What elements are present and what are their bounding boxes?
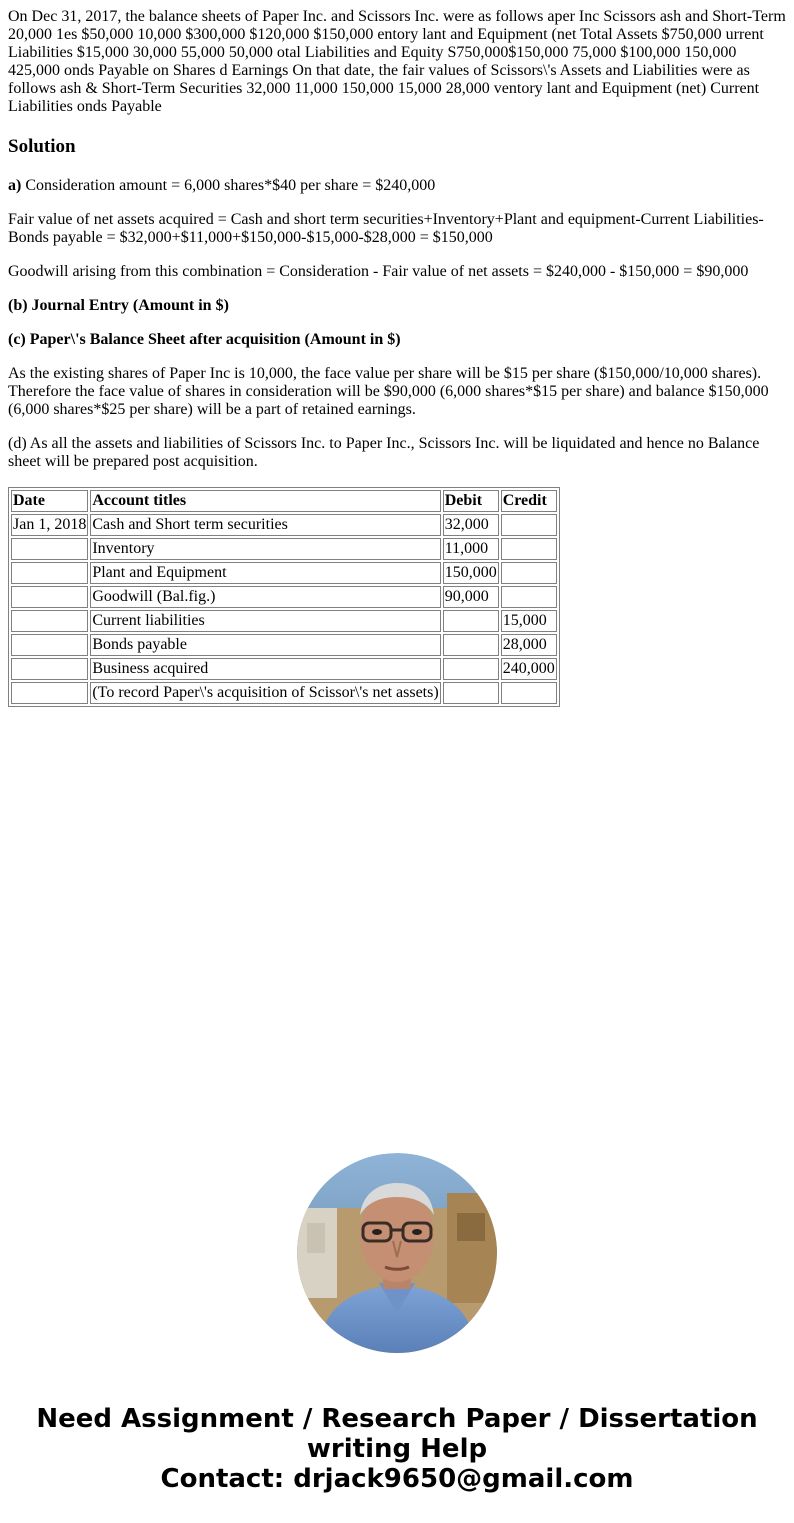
header-debit: Debit xyxy=(443,490,499,512)
part-d-paragraph: (d) As all the assets and liabilities of Scissors Inc. to Paper Inc., Scissors Inc. will be liquidated and hence no Balance sheet will be prepared post acquisition. xyxy=(8,435,760,470)
cell-credit: 28,000 xyxy=(501,634,557,656)
table-row xyxy=(11,634,557,656)
cell-date xyxy=(11,634,88,656)
header-date: Date xyxy=(11,490,88,512)
cell-date xyxy=(11,562,88,584)
cell-debit xyxy=(443,658,499,680)
table-header-row xyxy=(11,490,557,512)
footer-contact-line: Contact: drjack9650@gmail.com xyxy=(160,1464,634,1494)
table-row xyxy=(11,610,557,632)
cell-account: Goodwill (Bal.fig.) xyxy=(90,586,440,608)
cell-debit xyxy=(443,610,499,632)
cell-date xyxy=(11,586,88,608)
document-body xyxy=(8,8,788,707)
cell-date xyxy=(11,682,88,704)
footer-advertisement xyxy=(0,1404,794,1494)
cell-account: Plant and Equipment xyxy=(90,562,440,584)
footer-line-1: Need Assignment / Research Paper / Dissertation xyxy=(36,1404,758,1434)
person-portrait-icon xyxy=(297,1153,497,1353)
cell-debit: 32,000 xyxy=(443,514,499,536)
solution-heading: Solution xyxy=(8,136,76,157)
cell-debit: 11,000 xyxy=(443,538,499,560)
cell-debit: 150,000 xyxy=(443,562,499,584)
cell-credit: 240,000 xyxy=(501,658,557,680)
cell-debit xyxy=(443,682,499,704)
part-c-paragraph: As the existing shares of Paper Inc is 10,000, the face value per share will be $15 per share ($150,000/10,000 shares). Therefore the face value of shares in consideration will be $90,000 (6,000 shares*$15 per share) and balance $150,000 (6,000 shares*$25 per share) will be a part of retained earnings. xyxy=(8,365,769,418)
tutor-avatar-photo xyxy=(297,1153,497,1353)
table-row xyxy=(11,538,557,560)
table-row xyxy=(11,514,557,536)
part-a-text: Consideration amount = 6,000 shares*$40 per share = $240,000 xyxy=(21,177,436,194)
goodwill-paragraph: Goodwill arising from this combination = Consideration - Fair value of net assets = $240,000 - $150,000 = $90,000 xyxy=(8,263,749,280)
question-text: On Dec 31, 2017, the balance sheets of Paper Inc. and Scissors Inc. were as follows aper Inc Scissors ash and Short-Term 20,000 1es $50,000 10,000 $300,000 $120,000 $150,000 entory lant and Equipment (net Total Assets $750,000 urrent Liabilities $15,000 30,000 55,000 50,000 otal Liabilities and Equity S750,000$150,000 75,000 $100,000 150,000 425,000 onds Payable on Shares d Earnings On that date, the fair values of Scissors\'s Assets and Liabilities were as follows ash & Short-Term Securities 32,000 11,000 150,000 15,000 28,000 ventory lant and Equipment (net) Current Liabilities onds Payable xyxy=(8,8,786,115)
cell-date xyxy=(11,658,88,680)
cell-date xyxy=(11,538,88,560)
footer-line-2: writing Help xyxy=(306,1434,488,1464)
cell-date: Jan 1, 2018 xyxy=(11,514,88,536)
cell-account: Cash and Short term securities xyxy=(90,514,440,536)
cell-debit xyxy=(443,634,499,656)
header-credit: Credit xyxy=(501,490,557,512)
cell-debit: 90,000 xyxy=(443,586,499,608)
cell-credit xyxy=(501,586,557,608)
cell-account: Inventory xyxy=(90,538,440,560)
cell-credit xyxy=(501,682,557,704)
table-row xyxy=(11,562,557,584)
part-a-label: a) xyxy=(8,177,22,194)
cell-credit: 15,000 xyxy=(501,610,557,632)
cell-account: Current liabilities xyxy=(90,610,440,632)
table-row xyxy=(11,682,557,704)
table-row xyxy=(11,658,557,680)
cell-account: Business acquired xyxy=(90,658,440,680)
journal-entry-table xyxy=(8,487,560,707)
cell-account: Bonds payable xyxy=(90,634,440,656)
cell-credit xyxy=(501,562,557,584)
part-a-paragraph xyxy=(8,177,788,195)
fair-value-paragraph: Fair value of net assets acquired = Cash and short term securities+Inventory+Plant and equipment-Current Liabilities-Bonds payable = $32,000+$11,000+$150,000-$15,000-$28,000 = $150,000 xyxy=(8,211,764,246)
part-b-heading: (b) Journal Entry (Amount in $) xyxy=(8,297,229,314)
cell-account: (To record Paper\'s acquisition of Scissor\'s net assets) xyxy=(90,682,440,704)
cell-date xyxy=(11,610,88,632)
table-row xyxy=(11,586,557,608)
cell-credit xyxy=(501,514,557,536)
cell-credit xyxy=(501,538,557,560)
header-account-titles: Account titles xyxy=(90,490,440,512)
part-c-heading: (c) Paper\'s Balance Sheet after acquisition (Amount in $) xyxy=(8,331,401,348)
